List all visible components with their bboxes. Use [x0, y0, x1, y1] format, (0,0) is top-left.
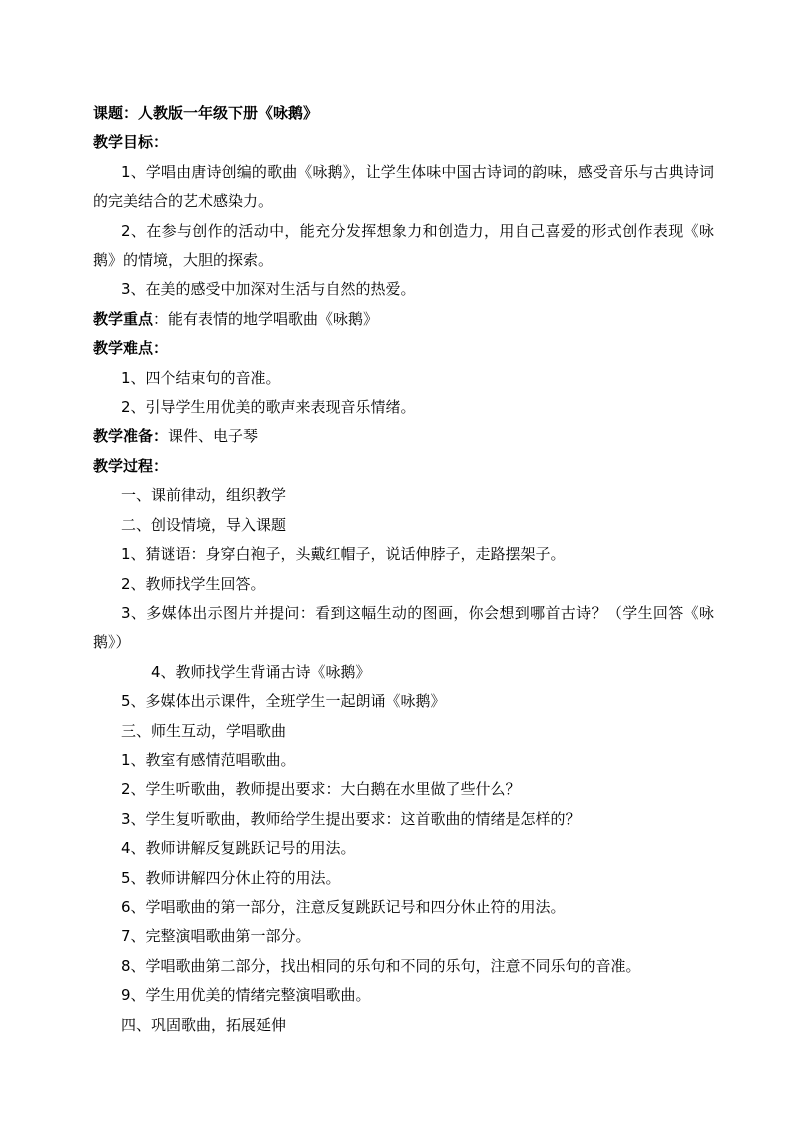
key-point-line — [93, 305, 714, 334]
process-step: 8、学唱歌曲第二部分，找出相同的乐句和不同的乐句，注意不同乐句的音准。 — [121, 956, 641, 975]
process-step: 1、教室有感情范唱歌曲。 — [121, 750, 296, 769]
difficulty-item: 1、四个结束句的音准。 — [121, 368, 281, 387]
process-section: 一、课前律动，组织教学 — [121, 486, 287, 505]
process-step: 3、多媒体出示图片并提问：看到这幅生动的图画，你会想到哪首古诗？（学生回答《咏鹅》） — [93, 603, 714, 652]
objective-item: 1、学唱由唐诗创编的歌曲《咏鹅》，让学生体味中国古诗词的韵味，感受音乐与古典诗词的完美结合的艺术感染力。 — [93, 162, 714, 211]
preparation-label: 教学准备： — [93, 427, 169, 446]
process-step: 1、猜谜语：身穿白袍子，头戴红帽子，说话伸脖子，走路摆架子。 — [121, 545, 566, 564]
process-section: 二、创设情境，导入课题 — [121, 515, 287, 534]
key-point-label: 教学重点 — [93, 309, 154, 328]
process-step: 6、学唱歌曲的第一部分，注意反复跳跃记号和四分休止符的用法。 — [121, 897, 566, 916]
objective-item: 2、在参与创作的活动中，能充分发挥想象力和创造力，用自己喜爱的形式创作表现《咏鹅》的情境，大胆的探索。 — [93, 221, 714, 270]
process-step: 4、教师讲解反复跳跃记号的用法。 — [121, 839, 356, 858]
process-step: 5、教师讲解四分休止符的用法。 — [121, 868, 341, 887]
process-step: 2、教师找学生回答。 — [121, 574, 266, 593]
difficulty-item: 2、引导学生用优美的歌声来表现音乐情绪。 — [121, 398, 416, 417]
process-step: 3、学生复听歌曲，教师给学生提出要求：这首歌曲的情绪是怎样的？ — [121, 809, 581, 828]
process-section: 四、巩固歌曲，拓展延伸 — [121, 1015, 287, 1034]
process-step: 2、学生听歌曲，教师提出要求：大白鹅在水里做了些什么？ — [121, 780, 521, 799]
process-section: 三、师生互动，学唱歌曲 — [121, 721, 287, 740]
process-step: 4、教师找学生背诵古诗《咏鹅》 — [151, 662, 371, 681]
process-step: 7、完整演唱歌曲第一部分。 — [121, 927, 311, 946]
preparation-text: 课件、电子琴 — [168, 427, 259, 446]
process-heading: 教学过程： — [93, 456, 169, 475]
process-step: 5、多媒体出示课件，全班学生一起朗诵《咏鹅》 — [121, 692, 446, 711]
process-step: 9、学生用优美的情绪完整演唱歌曲。 — [121, 986, 371, 1005]
preparation-line — [93, 422, 714, 451]
lesson-title: 课题：人教版一年级下册《咏鹅》 — [93, 104, 319, 122]
difficulty-heading: 教学难点： — [93, 339, 169, 358]
objective-item: 3、在美的感受中加深对生活与自然的热爱。 — [121, 280, 416, 299]
objectives-heading: 教学目标： — [93, 133, 169, 152]
key-point-text: ：能有表情的地学唱歌曲《咏鹅》 — [153, 309, 379, 328]
